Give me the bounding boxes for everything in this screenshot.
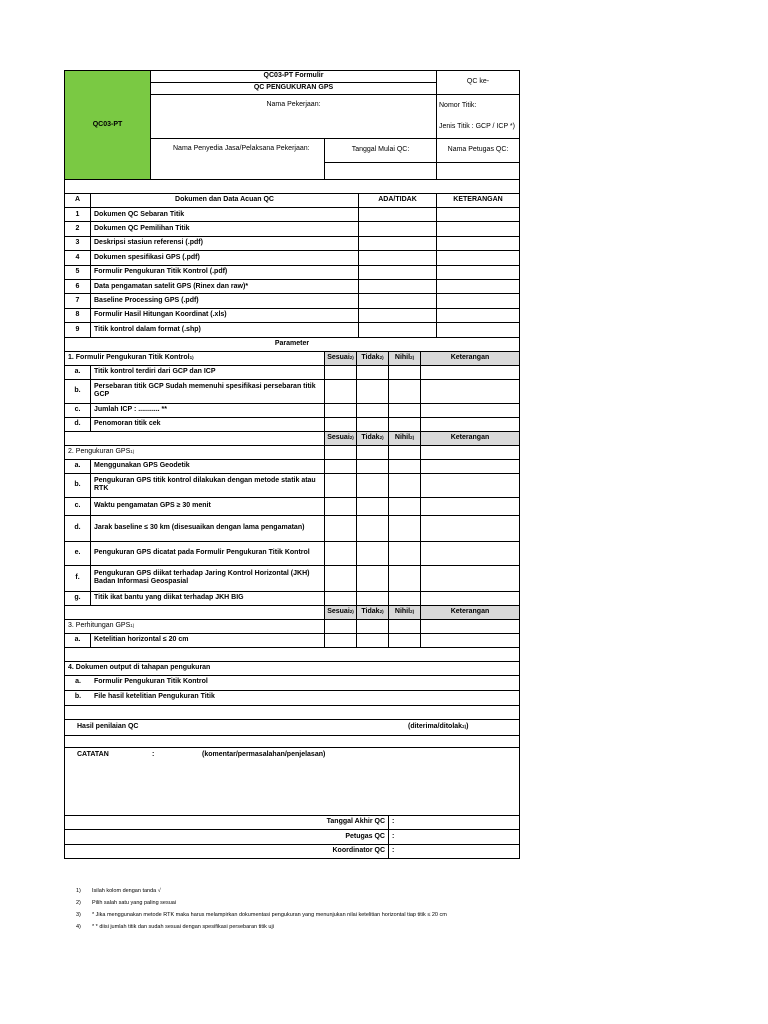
ket-cell[interactable]: [421, 404, 519, 417]
doc-ket-cell[interactable]: [437, 323, 519, 336]
col-tidak: Tidak 2): [357, 352, 389, 365]
check-tidak[interactable]: [357, 634, 389, 647]
signature-value[interactable]: :: [392, 847, 395, 855]
check-sesuai[interactable]: [325, 418, 357, 431]
check-tidak[interactable]: [357, 498, 389, 515]
item-text: Titik ikat bantu yang diikat terhadap JKH BIG: [91, 592, 325, 605]
table-row: [64, 251, 520, 265]
ket-cell[interactable]: [421, 366, 519, 379]
doc-text: Baseline Processing GPS (.pdf): [91, 294, 359, 307]
sec3-title: [65, 606, 325, 619]
col-tidak: Tidak 2): [357, 606, 389, 619]
sec2-title: [65, 432, 325, 445]
parameter-label: Parameter: [274, 339, 310, 347]
check-cell[interactable]: [357, 620, 389, 633]
col-sesuai: Sesuai 2): [325, 352, 357, 365]
doc-text: Formulir Pengukuran Titik Kontrol (.pdf): [91, 266, 359, 279]
ket-cell[interactable]: [421, 418, 519, 431]
section-2: [64, 432, 520, 606]
check-nihil[interactable]: [389, 566, 421, 591]
doc-text: Dokumen spesifikasi GPS (.pdf): [91, 251, 359, 264]
check-tidak[interactable]: [357, 460, 389, 473]
nama-pekerjaan-cell[interactable]: [151, 95, 436, 139]
nama-pekerjaan-label: Nama Pekerjaan:: [266, 101, 321, 108]
signature-rows: [64, 816, 520, 860]
ket-cell[interactable]: [421, 592, 519, 605]
check-tidak[interactable]: [357, 380, 389, 403]
check-sesuai[interactable]: [325, 592, 357, 605]
item-letter: c.: [65, 498, 91, 515]
check-sesuai[interactable]: [325, 404, 357, 417]
table-row: [64, 691, 520, 706]
doc-ada-cell[interactable]: [359, 294, 437, 307]
signature-value[interactable]: :: [392, 832, 395, 840]
check-tidak[interactable]: [357, 592, 389, 605]
item-text: Pengukuran GPS dicatat pada Formulir Pengukuran Titik Kontrol: [91, 542, 325, 565]
check-tidak[interactable]: [357, 366, 389, 379]
doc-text: Titik kontrol dalam format (.shp): [91, 323, 359, 336]
check-nihil[interactable]: [389, 516, 421, 541]
qc-ke-label: QC ke-: [466, 78, 490, 86]
form-title-cell: [151, 71, 436, 83]
catatan-cell[interactable]: [65, 748, 519, 759]
docs-header-row: [64, 194, 520, 208]
check-tidak[interactable]: [357, 542, 389, 565]
item-text: Formulir Pengukuran Titik Kontrol: [94, 678, 208, 686]
qc-form-sheet: [64, 70, 520, 859]
spacer-row: [64, 706, 520, 720]
table-row: [64, 474, 520, 498]
item-text: Menggunakan GPS Geodetik: [91, 460, 325, 473]
footnote-text: * Jika menggunakan metode RTK maka harus melampirkan dokumentasi pengukuran yang menunjukan nilai ketelitian horizontal tiap titik ≤ 20 cm: [92, 912, 447, 918]
check-sesuai[interactable]: [325, 516, 357, 541]
ket-cell[interactable]: [421, 542, 519, 565]
item-letter: b.: [65, 474, 91, 497]
petugas-cell[interactable]: [436, 139, 519, 163]
table-row: [64, 237, 520, 251]
tanggal-mulai-value[interactable]: [325, 163, 436, 179]
col-keterangan: Keterangan: [421, 606, 519, 619]
table-row: [64, 266, 520, 280]
col-nihil: Nihil 2): [389, 432, 421, 445]
nomor-titik-label: Nomor Titik:: [439, 101, 477, 109]
check-nihil[interactable]: [389, 404, 421, 417]
form-code-cell: [65, 71, 151, 179]
footnote-text: Pilih salah satu yang paling sesuai: [92, 900, 177, 906]
table-row: [64, 592, 520, 606]
item-text: Pengukuran GPS titik kontrol dilakukan dengan metode statik atau RTK: [91, 474, 325, 497]
check-sesuai[interactable]: [325, 474, 357, 497]
doc-no: 9: [65, 323, 91, 336]
check-cell[interactable]: [357, 446, 389, 459]
check-nihil[interactable]: [389, 380, 421, 403]
doc-ada-cell[interactable]: [359, 323, 437, 336]
table-row: [64, 516, 520, 542]
ket-cell[interactable]: [421, 516, 519, 541]
ket-cell[interactable]: [421, 460, 519, 473]
footnote: [76, 912, 516, 918]
signature-row: [64, 830, 520, 845]
docs-col-title: Dokumen dan Data Acuan QC: [91, 194, 359, 207]
doc-text: Data pengamatan satelit GPS (Rinex dan raw)*: [91, 280, 359, 293]
footnote-text: Isilah kolom dengan tanda √: [92, 888, 161, 894]
doc-ket-cell[interactable]: [437, 251, 519, 264]
doc-ada-cell[interactable]: [359, 208, 437, 221]
doc-ket-cell[interactable]: [437, 266, 519, 279]
tanggal-mulai-label: Tanggal Mulai QC:: [351, 146, 410, 154]
footnote-number: 2): [76, 900, 81, 906]
hasil-row: [64, 720, 520, 736]
table-row: [64, 280, 520, 294]
check-tidak[interactable]: [357, 566, 389, 591]
doc-ket-cell[interactable]: [437, 237, 519, 250]
table-row: [64, 542, 520, 566]
item-letter: d.: [65, 418, 91, 431]
item-letter: a.: [65, 460, 91, 473]
doc-text: Dokumen QC Sebaran Titik: [91, 208, 359, 221]
doc-no: 5: [65, 266, 91, 279]
doc-no: 4: [65, 251, 91, 264]
col-tidak: Tidak 2): [357, 432, 389, 445]
check-cell[interactable]: [325, 446, 357, 459]
ket-cell[interactable]: [421, 620, 519, 633]
qc-ke-cell[interactable]: [436, 71, 519, 95]
item-letter: d.: [65, 516, 91, 541]
item-text: Waktu pengamatan GPS ≥ 30 menit: [91, 498, 325, 515]
param-header-row: [64, 432, 520, 446]
doc-no: 2: [65, 222, 91, 235]
doc-ada-cell[interactable]: [359, 222, 437, 235]
check-sesuai[interactable]: [325, 498, 357, 515]
catatan-hint: (komentar/permasalahan/penjelasan): [202, 750, 326, 758]
spacer-row: [64, 736, 520, 748]
form-subtitle: QC PENGUKURAN GPS: [253, 84, 334, 92]
item-text: Jumlah ICP : ........... **: [91, 404, 325, 417]
check-tidak[interactable]: [357, 474, 389, 497]
spacer-row: [64, 180, 520, 194]
item-letter: a.: [65, 366, 91, 379]
param-header-row: [64, 606, 520, 620]
item-text: Penomoran titik cek: [91, 418, 325, 431]
section-1: [64, 352, 520, 432]
col-keterangan: Keterangan: [421, 352, 519, 365]
sec4-title: 4. Dokumen output di tahapan pengukuran: [68, 663, 211, 671]
footnote: [76, 888, 516, 894]
table-row: [64, 380, 520, 404]
form-title: QC03-PT Formulir: [263, 72, 324, 80]
table-row: [64, 498, 520, 516]
spacer-row: [64, 648, 520, 662]
item-text: Persebaran titik GCP Sudah memenuhi spesifikasi persebaran titik GCP: [91, 380, 325, 403]
footnotes: [76, 888, 516, 936]
form-header: [64, 70, 520, 180]
signature-label: Koordinator QC: [65, 845, 389, 859]
check-nihil[interactable]: [389, 542, 421, 565]
table-row: [64, 294, 520, 308]
footnote-text: * * diisi jumlah titik dan sudah sesuai dengan spesifikasi persebaran titik uji: [92, 924, 274, 930]
footnote: [76, 924, 516, 930]
doc-no: 7: [65, 294, 91, 307]
signature-row: [64, 816, 520, 831]
catatan-label: CATATAN: [77, 750, 109, 758]
sec4-title-row: [64, 662, 520, 676]
tanggal-mulai-cell[interactable]: [325, 139, 436, 163]
signature-label: Tanggal Akhir QC: [65, 816, 389, 830]
item-letter: a.: [65, 634, 91, 647]
doc-text: Formulir Hasil Hitungan Koordinat (.xls): [91, 309, 359, 322]
check-nihil[interactable]: [389, 366, 421, 379]
petugas-value[interactable]: [436, 163, 519, 179]
item-letter: a.: [75, 678, 81, 686]
col-keterangan: Keterangan: [421, 432, 519, 445]
check-tidak[interactable]: [357, 404, 389, 417]
item-letter: c.: [65, 404, 91, 417]
check-nihil[interactable]: [389, 498, 421, 515]
doc-ket-cell[interactable]: [437, 208, 519, 221]
param-header-row: [64, 352, 520, 366]
table-row: [64, 634, 520, 648]
footnote: [76, 900, 516, 906]
footnote-number: 3): [76, 912, 81, 918]
col-sesuai: Sesuai 2): [325, 432, 357, 445]
doc-no: 8: [65, 309, 91, 322]
check-sesuai[interactable]: [325, 380, 357, 403]
check-nihil[interactable]: [389, 460, 421, 473]
check-sesuai[interactable]: [325, 542, 357, 565]
check-nihil[interactable]: [389, 634, 421, 647]
check-cell[interactable]: [389, 446, 421, 459]
doc-text: Dokumen QC Pemilihan Titik: [91, 222, 359, 235]
item-letter: g.: [65, 592, 91, 605]
item-text: File hasil ketelitian Pengukuran Titik: [94, 693, 215, 701]
check-tidak[interactable]: [357, 418, 389, 431]
table-row: [64, 676, 520, 691]
doc-ada-cell[interactable]: [359, 237, 437, 250]
doc-ada-cell[interactable]: [359, 280, 437, 293]
signature-row: [64, 845, 520, 860]
table-row: [64, 323, 520, 337]
check-nihil[interactable]: [389, 592, 421, 605]
hasil-label: Hasil penilaian QC: [77, 722, 139, 730]
table-row: [64, 418, 520, 432]
form-code: QC03-PT: [92, 120, 123, 128]
table-row: [64, 222, 520, 236]
item-text: Jarak baseline ≤ 30 km (disesuaikan dengan lama pengamatan): [91, 516, 325, 541]
sec3-title-cell: 3. Perhitungan GPS 1): [65, 620, 325, 633]
docs-col-a: A: [65, 194, 91, 207]
docs-rows: [64, 208, 520, 338]
nomor-titik-cell[interactable]: [436, 95, 519, 139]
table-row: [64, 309, 520, 323]
sec1-title: 1. Formulir Pengukuran Titik Kontrol 1): [65, 352, 325, 365]
jenis-titik-label: Jenis Titik : GCP / ICP *): [439, 123, 515, 131]
penyedia-label: Nama Penyedia Jasa/Pelaksana Pekerjaan:: [173, 145, 310, 152]
check-sesuai[interactable]: [325, 460, 357, 473]
item-text: Pengukuran GPS diikat terhadap Jaring Kontrol Horizontal (JKH) Badan Informasi Geospasial: [91, 566, 325, 591]
doc-ket-cell[interactable]: [437, 294, 519, 307]
table-row: [64, 366, 520, 380]
doc-ket-cell[interactable]: [437, 222, 519, 235]
form-subtitle-cell: [151, 83, 436, 95]
col-nihil: Nihil 2): [389, 352, 421, 365]
doc-ket-cell[interactable]: [437, 309, 519, 322]
ket-cell[interactable]: [421, 446, 519, 459]
footnote-number: 4): [76, 924, 81, 930]
check-sesuai[interactable]: [325, 366, 357, 379]
doc-ada-cell[interactable]: [359, 251, 437, 264]
check-cell[interactable]: [325, 620, 357, 633]
petugas-label: Nama Petugas QC:: [447, 146, 509, 154]
penyedia-cell[interactable]: [151, 139, 325, 179]
item-letter: b.: [74, 693, 82, 701]
doc-no: 1: [65, 208, 91, 221]
sec2-title-row: [64, 446, 520, 460]
catatan-colon: :: [152, 750, 155, 758]
section-3: [64, 606, 520, 648]
item-letter: e.: [65, 542, 91, 565]
doc-text: Deskripsi stasiun referensi (.pdf): [91, 237, 359, 250]
col-nihil: Nihil 2): [389, 606, 421, 619]
item-text: Ketelitian horizontal ≤ 20 cm: [91, 634, 325, 647]
parameter-row: [64, 338, 520, 352]
item-letter: b.: [65, 380, 91, 403]
check-sesuai[interactable]: [325, 634, 357, 647]
doc-no: 6: [65, 280, 91, 293]
check-sesuai[interactable]: [325, 566, 357, 591]
section-4: [64, 676, 520, 706]
ket-cell[interactable]: [421, 498, 519, 515]
doc-ada-cell[interactable]: [359, 309, 437, 322]
sec3-title-row: [64, 620, 520, 634]
check-nihil[interactable]: [389, 418, 421, 431]
check-cell[interactable]: [389, 620, 421, 633]
table-row: [64, 404, 520, 418]
table-row: [64, 566, 520, 592]
signature-label: Petugas QC: [65, 830, 389, 844]
sec2-title-cell: 2. Pengukuran GPS 1): [65, 446, 325, 459]
ket-cell[interactable]: [421, 634, 519, 647]
doc-ada-cell[interactable]: [359, 266, 437, 279]
item-letter: f.: [65, 566, 91, 591]
check-nihil[interactable]: [389, 474, 421, 497]
item-text: Titik kontrol terdiri dari GCP dan ICP: [91, 366, 325, 379]
table-row: [64, 460, 520, 474]
check-tidak[interactable]: [357, 516, 389, 541]
catatan-row[interactable]: [64, 748, 520, 816]
ket-cell[interactable]: [421, 474, 519, 497]
col-sesuai: Sesuai 2): [325, 606, 357, 619]
ket-cell[interactable]: [421, 380, 519, 403]
docs-col-ada: ADA/TIDAK: [359, 194, 437, 207]
footnote-number: 1): [76, 888, 81, 894]
signature-value[interactable]: :: [392, 818, 395, 826]
ket-cell[interactable]: [421, 566, 519, 591]
table-row: [64, 208, 520, 222]
docs-col-ket: KETERANGAN: [453, 196, 503, 204]
hasil-value[interactable]: (diterima/ditolak 2) ): [408, 722, 469, 730]
doc-ket-cell[interactable]: [437, 280, 519, 293]
doc-no: 3: [65, 237, 91, 250]
